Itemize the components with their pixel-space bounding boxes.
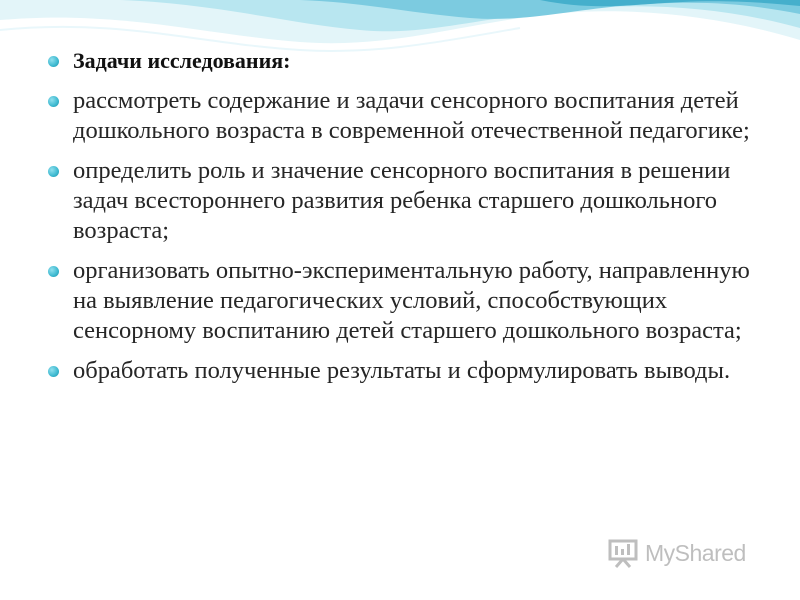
bullet-dot-icon [48, 266, 59, 277]
bullet-dot-icon [48, 96, 59, 107]
bullet-dot-icon [48, 166, 59, 177]
list-item [48, 256, 768, 346]
list-item-text: обработать полученные результаты и сформулировать выводы. [73, 357, 731, 384]
watermark-text: MyShared [645, 539, 746, 566]
list-item [48, 356, 768, 386]
list-item [48, 86, 768, 146]
presentation-board-icon [607, 538, 641, 568]
watermark [607, 537, 746, 569]
list-item-text: организовать опытно-экспериментальную работу, направленную на выявление педагогических условий, способствующих сенсорному воспитанию детей старшего дошкольного возраста; [73, 257, 750, 344]
list-heading [48, 46, 768, 76]
bullet-dot-icon [48, 366, 59, 377]
heading-text: Задачи исследования: [73, 48, 291, 73]
list-item-text: определить роль и значение сенсорного воспитания в решении задач всестороннего развития ребенка старшего дошкольного возраста; [73, 157, 731, 244]
task-list [48, 46, 768, 396]
bullet-dot-icon [48, 56, 59, 67]
list-item-text: рассмотреть содержание и задачи сенсорного воспитания детей дошкольного возраста в современной отечественной педагогике; [73, 87, 750, 144]
list-item [48, 156, 768, 246]
